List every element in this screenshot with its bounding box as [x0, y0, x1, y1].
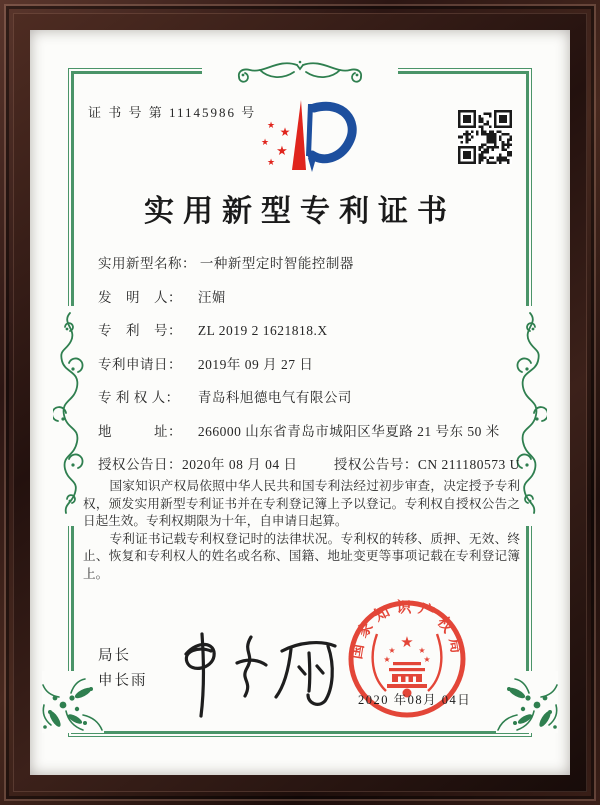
svg-text:★: ★ [383, 655, 391, 664]
field-value: 2019年 09 月 27 日 [197, 356, 314, 372]
cnipa-logo-icon [242, 94, 360, 180]
svg-text:★: ★ [276, 144, 288, 159]
field-list [98, 252, 526, 487]
field-label: 实用新型名称： [98, 256, 196, 271]
legal-paragraph: 国家知识产权局依照中华人民共和国专利法经过初步审查，决定授予专利权，颁发实用新型专利证书并在专利登记簿上予以登记。专利权自授权公告之日起生效。专利权期限为十年，自申请日起算。 [83, 479, 520, 528]
seal-text: 国家知识产权局 [349, 599, 465, 661]
field-row [98, 319, 526, 339]
border-gap [496, 671, 558, 733]
border-gap [202, 63, 398, 79]
svg-text:国家知识产权局 [347, 598, 466, 660]
field-label: 地 址： [98, 423, 182, 439]
field-label: 专 利 号： [98, 323, 182, 338]
svg-text:★: ★ [388, 646, 396, 655]
svg-text:★: ★ [423, 655, 431, 664]
border-gap [61, 306, 79, 526]
legal-text [83, 478, 520, 583]
grant-date-label: 授权公告日： [98, 457, 182, 472]
grant-date-pair [98, 453, 330, 473]
qr-code [458, 110, 512, 164]
svg-text:★: ★ [418, 646, 426, 655]
field-value: 一种新型定时智能控制器 [199, 256, 354, 271]
director-signature [158, 622, 353, 727]
svg-text:★: ★ [266, 121, 276, 131]
svg-text:★: ★ [279, 125, 291, 139]
svg-text:★: ★ [400, 633, 414, 651]
director-title: 局长 [98, 648, 131, 664]
certificate-number: 证 书 号 第 11145986 号 [88, 105, 257, 120]
field-row [98, 286, 526, 306]
seal-date: 2020 年08月 04日 [358, 693, 472, 707]
grant-no-pair [334, 457, 520, 472]
field-value: 汪媚 [197, 289, 226, 305]
svg-text:★: ★ [266, 158, 276, 168]
legal-paragraph: 专利证书记载专利权登记时的法律状况。专利权的转移、质押、无效、终止、恢复和专利权人的姓名或名称、国籍、地址变更等事项记载在专利登记簿上。 [83, 531, 520, 581]
field-label: 发 明 人： [98, 289, 182, 305]
field-value: ZL 2019 2 1621818.X [197, 323, 328, 338]
director-name: 申长雨 [98, 673, 148, 689]
certificate-title: 实用新型专利证书 [144, 195, 456, 228]
field-label: 专利申请日： [98, 356, 182, 372]
grant-no-label: 授权公告号： [333, 457, 418, 472]
field-value: 266000 山东省青岛市城阳区华夏路 21 号东 50 米 [197, 423, 500, 439]
svg-text:★: ★ [260, 138, 270, 148]
field-row [98, 420, 526, 440]
grant-no-value: CN 211180573 U [417, 457, 520, 472]
field-value: 青岛科旭德电气有限公司 [197, 390, 352, 405]
director-block [98, 644, 148, 694]
border-gap [42, 671, 104, 733]
field-label: 专 利 权 人： [98, 390, 180, 405]
field-row [98, 353, 526, 373]
field-row [98, 386, 526, 406]
seal-emblem [373, 633, 442, 698]
grant-row [98, 453, 526, 473]
certificate-paper [30, 30, 570, 775]
grant-date-value: 2020年 08 月 04 日 [182, 457, 298, 472]
field-row [98, 252, 526, 272]
